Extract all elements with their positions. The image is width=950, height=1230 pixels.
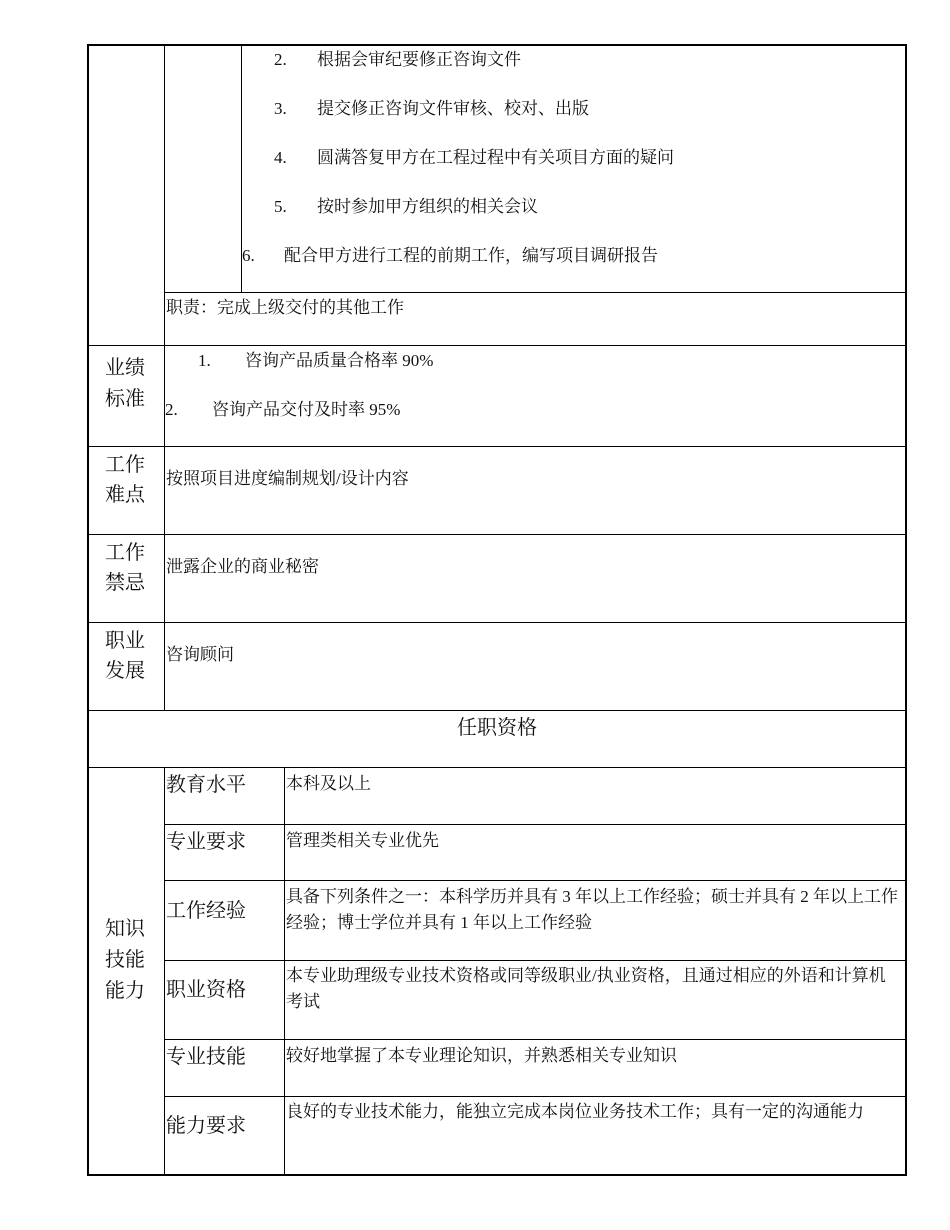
- row-label: 业绩: [105, 357, 145, 379]
- skill-value: 本专业助理级专业技术资格或同等级职业/执业资格，且通过相应的外语和计算机考试: [286, 966, 886, 1011]
- duty-text: 圆满答复甲方在工程过程中有关项目方面的疑问: [317, 148, 674, 167]
- duty-number: 4.: [274, 148, 287, 167]
- skill-label: 能力要求: [166, 1115, 246, 1137]
- career-text: 咨询顾问: [166, 645, 234, 664]
- row-label: 知识: [105, 918, 145, 940]
- row-label: 技能: [105, 949, 145, 971]
- performance-number: 2.: [165, 400, 178, 419]
- row-label: 能力: [105, 980, 145, 1002]
- skill-label: 职业资格: [166, 979, 246, 1001]
- skill-label: 工作经验: [166, 900, 246, 922]
- skill-label: 教育水平: [166, 774, 246, 796]
- skill-value: 具备下列条件之一：本科学历并具有 3 年以上工作经验；硕士并具有 2 年以上工作经验；博士学位并具有 1 年以上工作经验: [286, 887, 898, 932]
- taboo-text: 泄露企业的商业秘密: [166, 557, 319, 576]
- row-label: 工作: [105, 454, 145, 476]
- skill-value: 本科及以上: [286, 774, 371, 793]
- skill-value: 良好的专业技术能力，能独立完成本岗位业务技术工作；具有一定的沟通能力: [286, 1102, 864, 1121]
- performance-text: 咨询产品交付及时率 95%: [212, 400, 401, 419]
- row-label: 禁忌: [105, 572, 145, 594]
- skill-label: 专业要求: [166, 831, 246, 853]
- duty-text: 按时参加甲方组织的相关会议: [317, 197, 538, 216]
- difficulty-text: 按照项目进度编制规划/设计内容: [166, 469, 409, 488]
- row-label: 发展: [105, 660, 145, 682]
- qualification-header: 任职资格: [457, 717, 537, 739]
- performance-text: 咨询产品质量合格率 90%: [245, 351, 434, 370]
- duty-number: 5.: [274, 197, 287, 216]
- duty-text: 配合甲方进行工程的前期工作，编写项目调研报告: [284, 246, 658, 265]
- duty-text: 提交修正咨询文件审核、校对、出版: [317, 99, 589, 118]
- duty-text: 根据会审纪要修正咨询文件: [317, 50, 521, 69]
- duty-number: 3.: [274, 99, 287, 118]
- row-label: 职业: [105, 630, 145, 652]
- row-label: 难点: [105, 484, 145, 506]
- duty-number: 6.: [242, 246, 255, 265]
- row-label: 工作: [105, 542, 145, 564]
- performance-number: 1.: [198, 351, 211, 370]
- skill-value: 管理类相关专业优先: [286, 831, 439, 850]
- other-duty-text: 职责：完成上级交付的其他工作: [166, 298, 404, 317]
- skill-label: 专业技能: [166, 1046, 246, 1068]
- duty-number: 2.: [274, 50, 287, 69]
- row-label: 标准: [105, 388, 145, 410]
- skill-value: 较好地掌握了本专业理论知识，并熟悉相关专业知识: [286, 1046, 677, 1065]
